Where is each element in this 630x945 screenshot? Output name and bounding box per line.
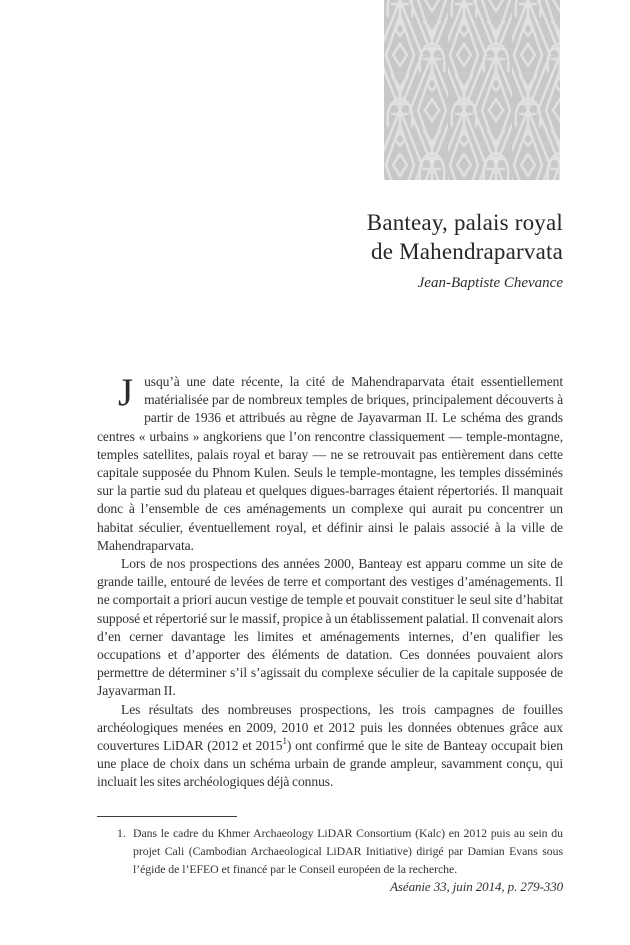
footnote-number: 1.	[117, 826, 126, 840]
paragraph-3-text-continued: ) ont confirmé que le site de Banteay occupait bien une place de choix dans un schéma urbain de grande ampleur, savamment conçu, qui incluait les sites archéologiques déjà connus.	[97, 738, 563, 790]
footnote-marker: 1	[282, 736, 287, 747]
paragraph-3-text: Les résultats des nombreuses prospections, les trois campagnes de fouilles archéologiques menées en 2009, 2010 et 2012 puis les données obtenues grâce aux couvertures LiDAR (2012 et 2015	[97, 701, 563, 754]
footnote	[97, 824, 563, 878]
paragraph-3	[97, 701, 563, 792]
article-body	[97, 373, 563, 792]
article-author: Jean-Baptiste Chevance	[417, 275, 563, 291]
article-title	[97, 208, 563, 266]
paragraph-1-text: usqu’à une date récente, la cité de Mahendraparvata était essentiellement matérialisée par de nombreux temples de briques, principalement découverts à partir de 1936 et attribués au règne de Jayavarman II. Le schéma des grands centres « urbains » angkoriens que l’on rencontre classiquement — temple-montagne, temples satellites, palais royal et baray — ne se retrouvait pas entièrement dans cette capitale supposée du Phnom Kulen. Seuls le temple-montagne, les temples disséminés sur la partie sud du plateau et quelques digues-barrages étaient répertoriés. Il manquait donc à l’ensemble de ces aménagements un complexe qui aurait pu concentrer un habitat séculier, éventuellement royal, et définir ainsi le palais associé à la ville de Mahendraparvata.	[97, 374, 563, 553]
article-title-line-2: de Mahendraparvata	[371, 239, 563, 264]
journal-citation: Aséanie 33, juin 2014, p. 279-330	[390, 879, 563, 894]
textile-pattern-svg	[384, 0, 560, 180]
paragraph-2: Lors de nos prospections des années 2000, Banteay est apparu comme un site de grande taille, entouré de levées de terre et comportant des vestiges d’aménagements. Il ne comportait a priori aucun vestige de temple et pouvait constituer le seul site d’habitat supposé et répertorié sur le massif, propice à un établissement palatial. Il convenait alors d’en cerner davantage les limites et aménagements internes, d’en qualifier les occupations et d’apporter des éléments de datation. Ces données pouvaient alors permettre de déterminer s’il s’agissait du complexe séculier de la capitale supposée de Jayavarman II.	[97, 556, 563, 699]
drop-cap: J	[118, 371, 134, 414]
textile-pattern-decoration	[384, 0, 560, 180]
paragraph-1	[97, 373, 563, 555]
footnote-separator	[97, 816, 237, 817]
title-block	[97, 208, 563, 292]
footnote-block	[97, 816, 563, 878]
article-title-line-1: Banteay, palais royal	[366, 210, 563, 235]
footnote-text: Dans le cadre du Khmer Archaeology LiDAR Consortium (Kalc) en 2012 puis au sein du projet Cali (Cambodian Archaeological LiDAR Initiative) dirigé par Damian Evans sous l’égide de l’EFEO et financé par le Conseil européen de la recherche.	[133, 826, 563, 876]
